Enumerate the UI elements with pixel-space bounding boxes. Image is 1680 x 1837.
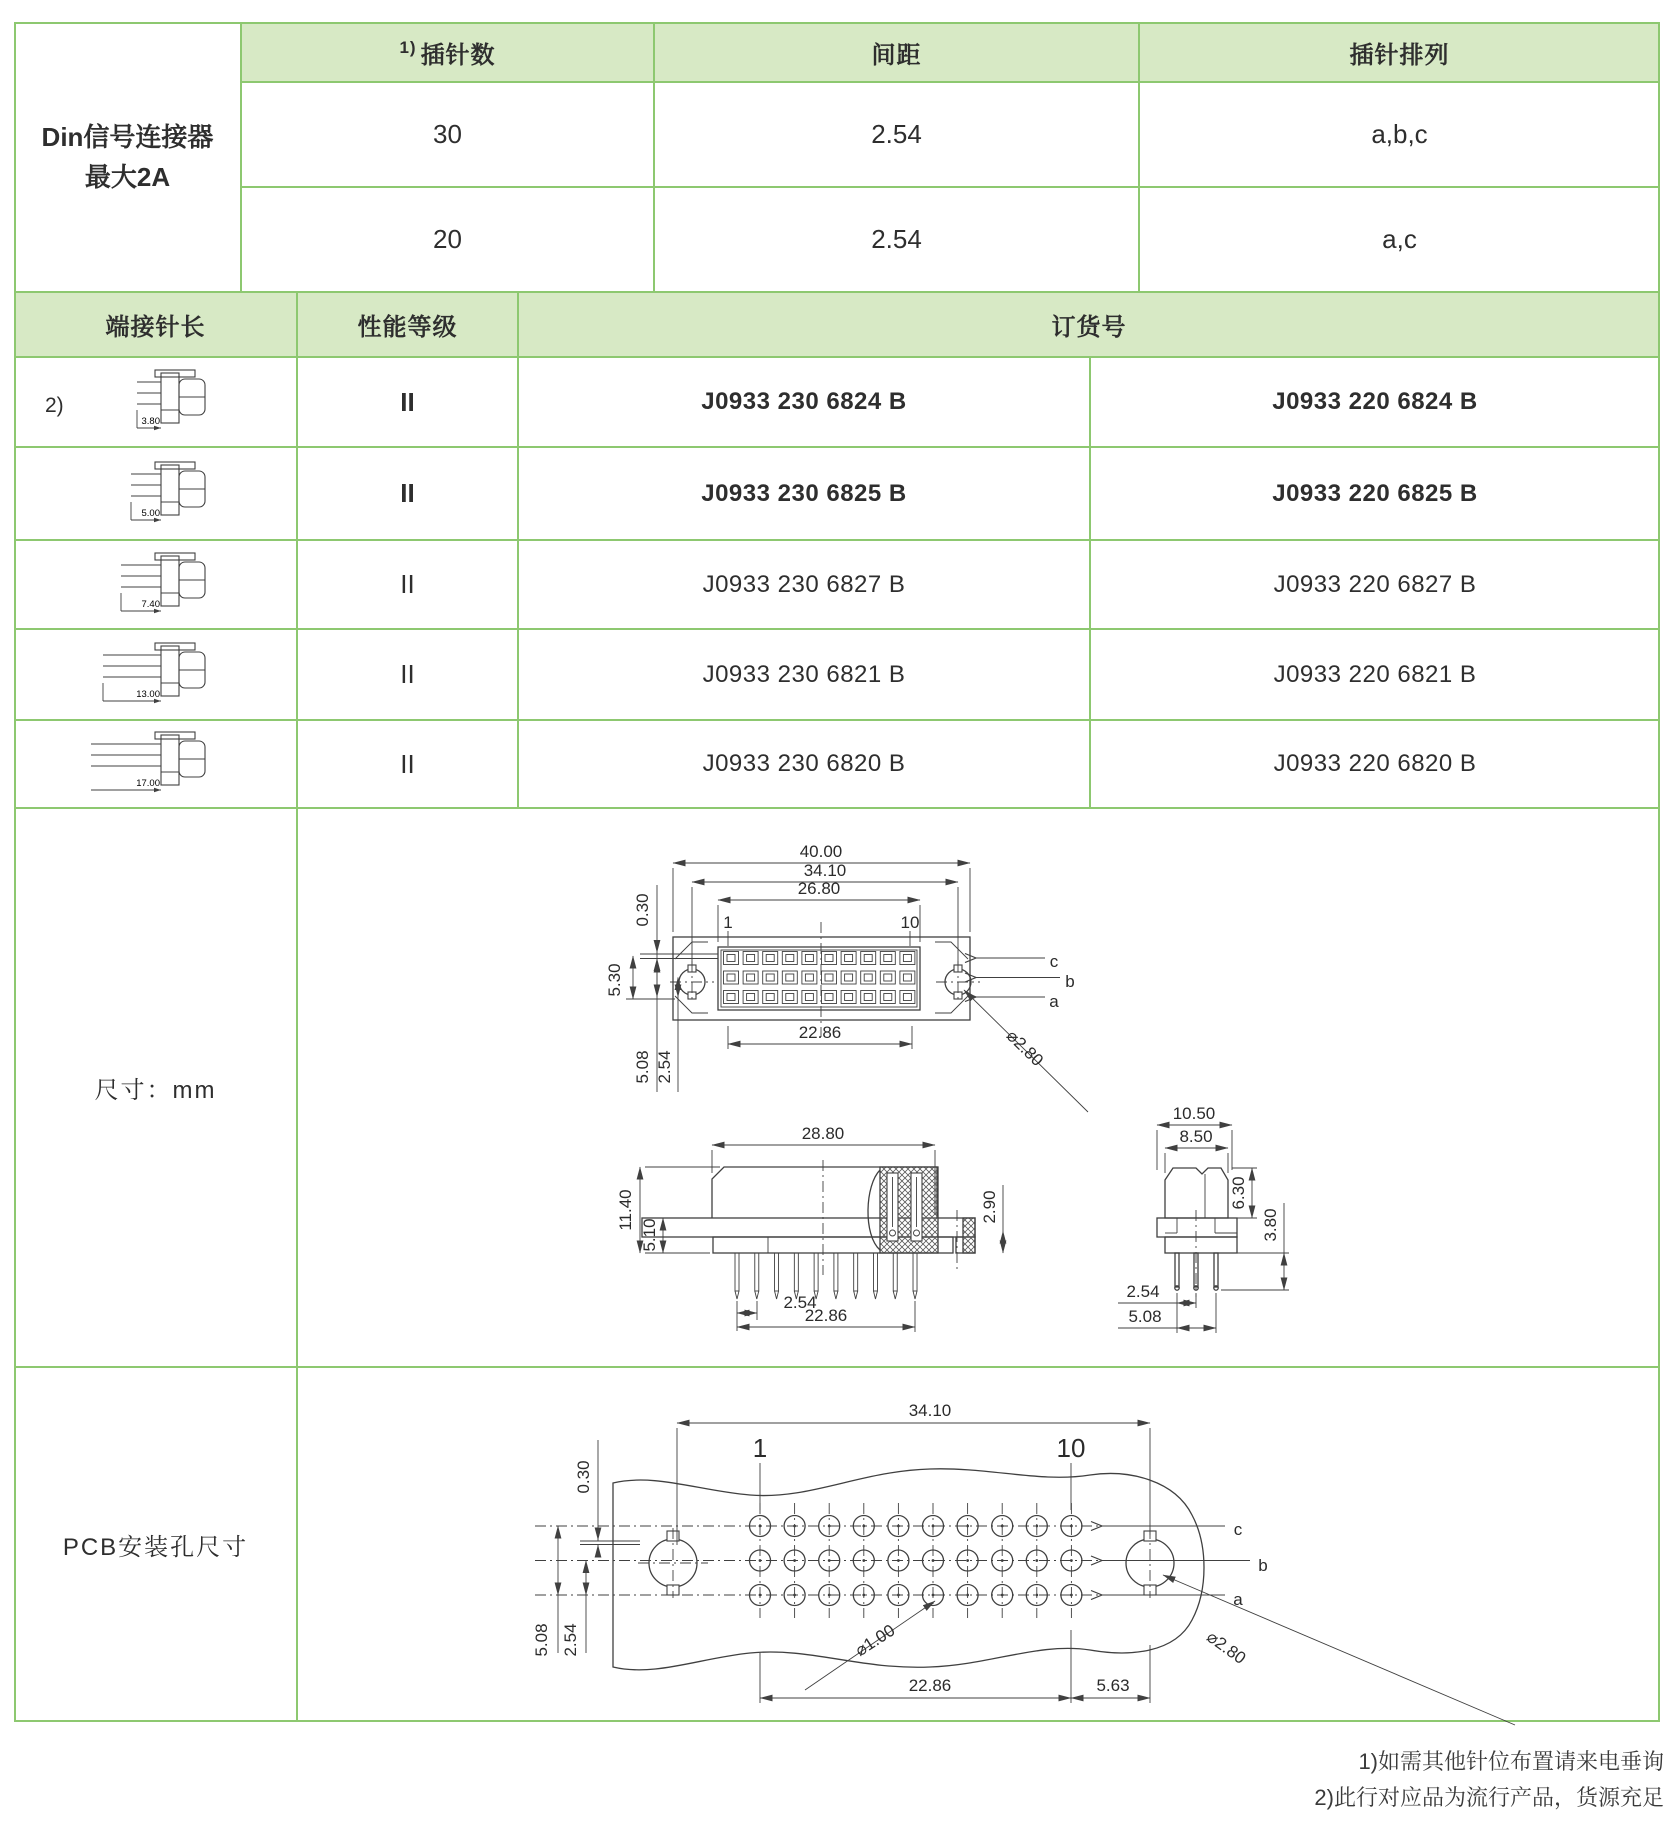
- dim-3410: 34.10: [803, 861, 847, 880]
- dimensions-label-cell: 尺寸：mm: [14, 808, 297, 1367]
- dim-2286: 22.86: [908, 1676, 952, 1695]
- connector-side-icon: [91, 458, 221, 530]
- contact-grid: [724, 952, 915, 1004]
- header-pin-count-footnote-ref: 1): [399, 38, 417, 57]
- dim-508: 5.08: [532, 1623, 551, 1657]
- svg-text:3.80: 3.80: [141, 416, 160, 427]
- header-arrangement: 插针排列: [1139, 22, 1660, 82]
- product-name-line2: 最大2A: [84, 162, 171, 192]
- pin-count-20: 20: [241, 187, 654, 292]
- dim-380: 3.80: [1261, 1208, 1280, 1242]
- pin-length-icon-cell: [14, 720, 297, 808]
- dim-254: 2.54: [655, 1050, 674, 1084]
- pin-number-last: 10: [900, 913, 920, 932]
- order-number-20pin: J0933 220 6821 B: [1090, 629, 1660, 720]
- dim-030: 0.30: [574, 1460, 593, 1494]
- dim-030: 0.30: [633, 893, 652, 927]
- order-number-30pin: J0933 230 6821 B: [518, 629, 1090, 720]
- connector-side-icon: [91, 639, 221, 711]
- dim-254: 2.54: [1126, 1282, 1160, 1301]
- pcb-mounting-hole-right: [1126, 1528, 1174, 1598]
- dim-254: 2.54: [783, 1293, 817, 1312]
- pin-length-icon-cell: [14, 447, 297, 540]
- top-view-drawing: [540, 830, 1115, 1125]
- header-pin-count: 1) 插针数: [241, 22, 654, 82]
- header-performance-grade: 性能等级: [297, 292, 518, 357]
- order-number-20pin: J0933 220 6825 B: [1090, 447, 1660, 540]
- pcb-outline: [613, 1469, 1204, 1670]
- row-label-b: b: [1258, 1556, 1268, 1575]
- pin-length-icon-cell: [14, 629, 297, 720]
- header-order-number: 订货号: [518, 292, 1660, 357]
- grade-cell: II: [297, 540, 518, 629]
- pitch-row2: 2.54: [654, 187, 1139, 292]
- order-number-20pin: J0933 220 6820 B: [1090, 720, 1660, 808]
- grade-cell: II: [297, 629, 518, 720]
- dim-3410: 34.10: [908, 1401, 952, 1420]
- dim-508: 5.08: [1128, 1307, 1162, 1326]
- pin-number-first: 1: [752, 1433, 768, 1463]
- row-footnote-marker: 2): [45, 394, 64, 417]
- svg-text:7.40: 7.40: [141, 598, 160, 610]
- dim-563: 5.63: [1096, 1676, 1130, 1695]
- svg-text:5.00: 5.00: [141, 507, 160, 519]
- pcb-view-drawing: [430, 1395, 1570, 1730]
- dim-2880: 28.80: [801, 1124, 845, 1143]
- dim-2680: 26.80: [797, 879, 841, 898]
- housing-outline: [1165, 1168, 1228, 1218]
- order-number-30pin: J0933 230 6824 B: [518, 357, 1090, 447]
- connector-side-icon: [91, 366, 221, 438]
- side-view-drawing: [560, 1115, 1040, 1365]
- row-label-b: b: [1065, 972, 1075, 991]
- dim-1140: 11.40: [616, 1189, 635, 1231]
- order-number-30pin: J0933 230 6825 B: [518, 447, 1090, 540]
- order-number-20pin: J0933 220 6824 B: [1090, 357, 1660, 447]
- mounting-hole-left: [670, 961, 714, 1003]
- product-name-line1: Din信号连接器: [41, 122, 214, 152]
- footnotes: [1314, 1744, 1664, 1816]
- order-number-30pin: J0933 230 6820 B: [518, 720, 1090, 808]
- end-view-drawing: [1080, 1085, 1400, 1385]
- connector-side-icon: [91, 728, 221, 800]
- pin-length-icon-cell: [14, 357, 297, 447]
- dia-100-callout: ⌀1.00: [851, 1620, 899, 1661]
- dim-40: 40.00: [799, 842, 843, 861]
- order-number-20pin: J0933 220 6827 B: [1090, 540, 1660, 629]
- grade-cell: II: [297, 357, 518, 447]
- svg-text:17.00: 17.00: [135, 778, 160, 789]
- row-label-c: c: [1233, 1520, 1243, 1539]
- dim-2286: 22.86: [804, 1306, 848, 1325]
- pins: [735, 1253, 917, 1299]
- dim-2286: 22.86: [798, 1023, 842, 1042]
- dim-630: 6.30: [1229, 1176, 1248, 1210]
- pin-count-30: 30: [241, 82, 654, 187]
- dim-254: 2.54: [561, 1623, 580, 1657]
- header-termination-pin-length: 端接针长: [14, 292, 297, 357]
- footnote-1: 1)如需其他针位布置请来电垂询: [1358, 1749, 1664, 1774]
- pcb-mounting-hole-left: [638, 1528, 708, 1598]
- row-label-c: c: [1049, 952, 1059, 971]
- dim-530: 5.30: [605, 963, 624, 997]
- svg-text:13.00: 13.00: [135, 688, 160, 700]
- dim-850: 8.50: [1179, 1127, 1213, 1146]
- pin-number-first: 1: [723, 913, 733, 932]
- dia-280-callout: ⌀2.80: [1002, 1026, 1047, 1071]
- arrangement-row1: a,b,c: [1139, 82, 1660, 187]
- dim-510: 5.10: [640, 1218, 659, 1252]
- dim-508: 5.08: [633, 1050, 652, 1084]
- order-number-30pin: J0933 230 6827 B: [518, 540, 1090, 629]
- mounting-hole-right: [936, 961, 980, 1003]
- dia-280-callout: ⌀2.80: [1203, 1627, 1250, 1668]
- pin-number-last: 10: [1056, 1433, 1086, 1463]
- contact-field-inner: [721, 950, 917, 1007]
- pcb-label-cell: PCB安装孔尺寸: [14, 1367, 297, 1722]
- connector-side-icon: [91, 549, 221, 621]
- product-name-cell: [14, 22, 241, 292]
- row-label-a: a: [1233, 1590, 1243, 1609]
- grade-cell: II: [297, 447, 518, 540]
- dim-1050: 10.50: [1172, 1104, 1216, 1123]
- dim-290: 2.90: [980, 1190, 999, 1224]
- header-pitch: 间距: [654, 22, 1139, 82]
- arrangement-row2: a,c: [1139, 187, 1660, 292]
- row-label-a: a: [1049, 992, 1059, 1011]
- grade-cell: II: [297, 720, 518, 808]
- footnote-2: 2)此行对应品为流行产品，货源充足: [1314, 1785, 1664, 1810]
- pitch-row1: 2.54: [654, 82, 1139, 187]
- pins: [1175, 1253, 1218, 1290]
- pin-length-icon-cell: [14, 540, 297, 629]
